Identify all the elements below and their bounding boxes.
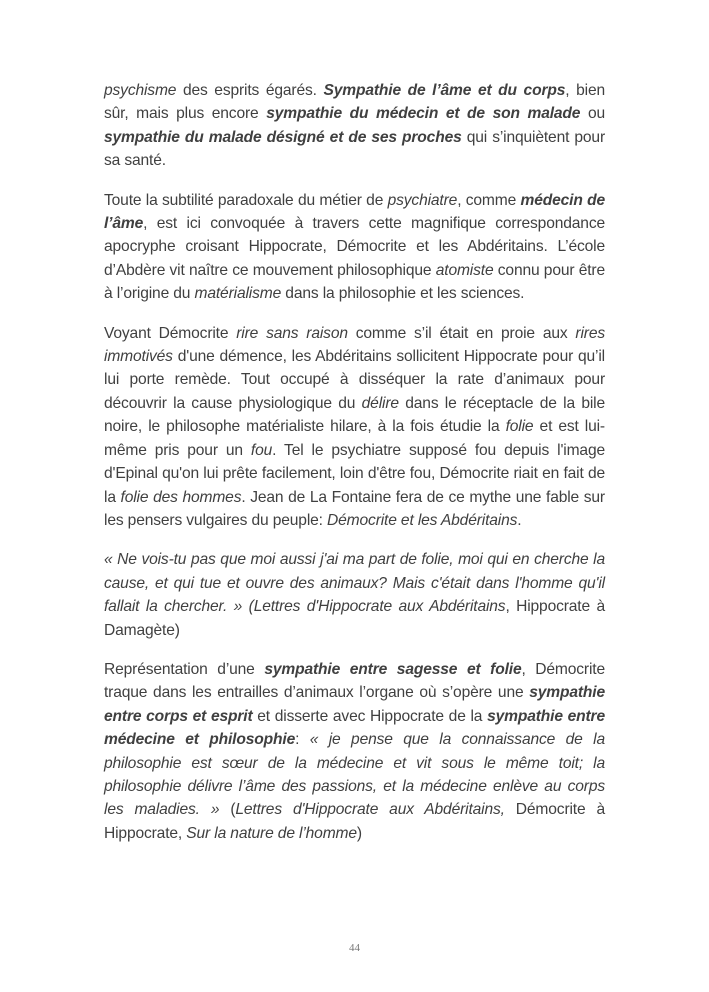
paragraph (104, 79, 605, 173)
text-run: : (295, 731, 310, 749)
text-run: ) (356, 824, 362, 842)
text-run: et disserte avec Hippocrate de la (252, 707, 488, 725)
emphasis-text: sympathie du médecin et de son malade (266, 105, 581, 123)
page-body (104, 79, 605, 861)
text-run: dans le réceptacle de la bile noire, le philosophe matérialiste hilare, à la fois étudie la (104, 394, 606, 436)
text-run: . (517, 511, 522, 529)
text-run: Toute la subtilité paradoxale du métier de (104, 191, 388, 209)
emphasis-text: « je pense que la connaissance de la philosophie est sœur de la médecine et vit sous le même toit; la philosophie délivre l’âme des passions, et la médecine enlève au corps les maladies. » (104, 731, 605, 819)
emphasis-text: « Ne vois-tu pas que moi aussi j'ai ma part de folie, moi qui en cherche la cause, et qui tue et ouvre des animaux? Mais c'était dans l'homme qu'il fallait la chercher. » (Lettres d'Hippocrate aux Abdéritains (104, 551, 605, 616)
text-run: Voyant Démocrite (104, 324, 237, 342)
text-run: Démocrite à Hippocrate, (104, 801, 605, 842)
emphasis-text: folie des hommes (120, 488, 242, 506)
emphasis-text: médecin de l’âme (104, 191, 606, 233)
emphasis-text: sympathie entre corps et esprit (104, 684, 605, 725)
emphasis-text: sympathie du malade désigné et de ses proches (104, 128, 462, 146)
text-run: connu pour être à l’origine du (104, 261, 605, 303)
page-number: 44 (349, 942, 360, 954)
emphasis-text: Sur la nature de l’homme (186, 824, 357, 842)
emphasis-text: Sympathie de l’âme et du corps (323, 82, 566, 99)
text-run: ( (219, 801, 236, 819)
emphasis-text: atomiste (435, 261, 494, 279)
text-run: d'une démence, les Abdéritains sollicitent Hippocrate pour qu’il lui porte remède. Tout occupé à disséquer la rate d’animaux pour découvrir la cause physiologique du (104, 348, 605, 412)
emphasis-text: délire (361, 394, 399, 412)
text-run: Représentation d’une (104, 660, 265, 678)
text-run: , est ici convoquée à travers cette magnifique correspondance apocryphe croisant Hippocrate, Démocrite et les Abdéritains. L’école d’Abdère vit naître ce mouvement philosophique (104, 215, 605, 279)
emphasis-text: rire sans raison (236, 324, 348, 342)
text-run: ou (580, 105, 606, 123)
text-run: qui s’inquiètent pour sa santé. (104, 128, 605, 170)
emphasis-text: Démocrite et les Abdéritains (327, 511, 518, 529)
paragraph (104, 658, 605, 845)
emphasis-text: psychisme (104, 82, 177, 99)
text-run: . Jean de La Fontaine fera de ce mythe une fable sur les pensers vulgaires du peuple: (104, 488, 605, 529)
paragraph (104, 189, 605, 306)
text-run: comme s’il était en proie aux (347, 324, 576, 342)
text-run: dans la philosophie et les sciences. (281, 285, 525, 303)
text-run: et est lui-même pris pour un (104, 418, 605, 459)
text-run: , Démocrite traque dans les entrailles d’animaux l’organe où s’opère une (104, 660, 605, 702)
paragraph (104, 322, 605, 533)
emphasis-text: psychiatre (387, 191, 458, 209)
text-run: des esprits égarés. (176, 82, 324, 99)
text-run: , comme (457, 191, 521, 209)
paragraph (104, 548, 605, 642)
emphasis-text: sympathie entre médecine et philosophie (104, 707, 606, 749)
text-run: , bien sûr, mais plus encore (104, 82, 605, 123)
emphasis-text: matérialisme (194, 285, 282, 303)
emphasis-text: Lettres d'Hippocrate aux Abdéritains, (235, 801, 505, 819)
emphasis-text: rires immotivés (104, 324, 605, 366)
emphasis-text: folie (505, 418, 534, 436)
emphasis-text: fou (250, 441, 273, 459)
text-run: . Tel le psychiatre supposé fou depuis l'image d'Epinal qu'on lui prête facilement, loin d'être fou, Démocrite riait en fait de la (104, 441, 606, 506)
emphasis-text: sympathie entre sagesse et folie (264, 660, 522, 678)
text-run: , Hippocrate à Damagète) (104, 598, 605, 639)
